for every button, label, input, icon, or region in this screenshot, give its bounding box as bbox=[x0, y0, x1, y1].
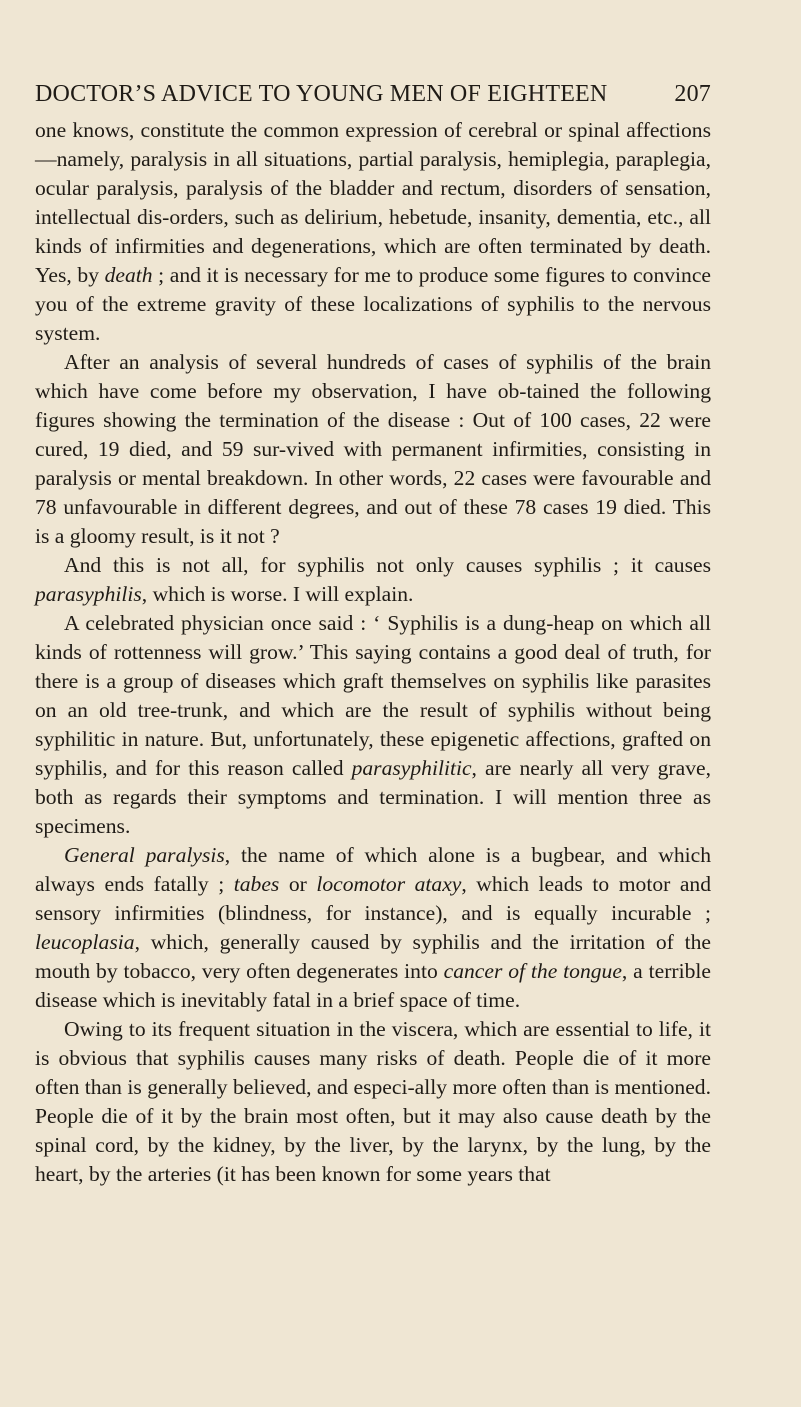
running-title: DOCTOR’S ADVICE TO YOUNG MEN OF EIGHTEEN bbox=[35, 81, 608, 107]
body-text bbox=[35, 116, 711, 1189]
paragraph: General paralysis, the name of which alone is a bugbear, and which always ends fatally ; tabes or locomotor ataxy, which leads to motor and sensory infirmities (blindness, for instance), and is equally incurable ; leucoplasia, which, generally caused by syphilis and the irritation of the mouth by tobacco, very often degenerates into cancer of the tongue, a terrible disease which is inevitably fatal in a brief space of time. bbox=[35, 843, 711, 1012]
paragraph: one knows, constitute the common expression of cerebral or spinal affections—namely, paralysis in all situations, partial paralysis, hemiplegia, paraplegia, ocular paralysis, paralysis of the bladder and rectum, disorders of sensation, intellectual dis-orders, such as delirium, hebetude, insanity, dementia, etc., all kinds of infirmities and degenerations, which are often terminated by death. Yes, by death ; and it is necessary for me to produce some figures to convince you of the extreme gravity of these localizations of syphilis to the nervous system. bbox=[35, 118, 711, 345]
paragraph: A celebrated physician once said : ‘ Syphilis is a dung-heap on which all kinds of rottenness will grow.’ This saying contains a good deal of truth, for there is a group of diseases which graft themselves on syphilis like parasites on an old tree-trunk, and which are the result of syphilis without being syphilitic in nature. But, unfortunately, these epigenetic affections, grafted on syphilis, and for this reason called parasyphilitic, are nearly all very grave, both as regards their symptoms and termination. I will mention three as specimens. bbox=[35, 611, 711, 838]
paragraph: Owing to its frequent situation in the viscera, which are essential to life, it is obvious that syphilis causes many risks of death. People die of it more often than is generally believed, and especi-ally more often than is mentioned. People die of it by the brain most often, but it may also cause death by the spinal cord, by the kidney, by the liver, by the larynx, by the lung, by the heart, by the arteries (it has been known for some years that bbox=[35, 1017, 711, 1186]
page-header bbox=[35, 82, 711, 106]
paragraph: And this is not all, for syphilis not only causes syphilis ; it causes parasyphilis, which is worse. I will explain. bbox=[35, 553, 711, 606]
paragraph: After an analysis of several hundreds of cases of syphilis of the brain which have come before my observation, I have ob-tained the following figures showing the termination of the disease : Out of 100 cases, 22 were cured, 19 died, and 59 sur-vived with permanent infirmities, consisting in paralysis or mental breakdown. In other words, 22 cases were favourable and 78 unfavourable in different degrees, and out of these 78 cases 19 died. This is a gloomy result, is it not ? bbox=[35, 350, 711, 548]
page-number: 207 bbox=[674, 81, 711, 107]
